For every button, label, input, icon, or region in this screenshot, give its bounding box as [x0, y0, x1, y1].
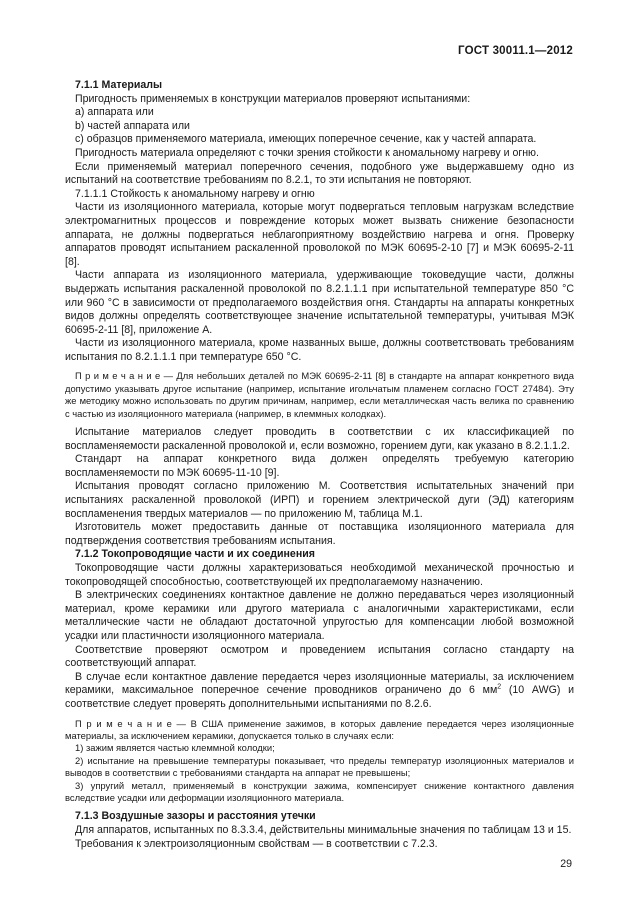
paragraph: Для аппаратов, испытанных по 8.3.3.4, действительны минимальные значения по таблицам 13 и 15. — [75, 824, 572, 836]
paragraph-text: (10 AWG) и соответствие следует проверять дополнительными испытаниями по 8.2.6. — [65, 684, 575, 710]
paragraph: Части аппарата из изоляционного материала, удерживающие токоведущие части, должны выдержать испытания раскаленной проволокой по 8.2.1.1.1 при испытательной температуре 850 °С или 960 °С в зависимости от предполагаемого воздействия огня. Стандарты на аппараты конкретных видов должны определять соответствующее значение испытательной температуры, учитывая МЭК 60695-2-11 [8], приложение А. — [65, 269, 574, 336]
paragraph: Части из изоляционного материала, кроме названных выше, должны соответствовать требованиям испытания по 8.2.1.1.1 при температуре 650 °С. — [65, 337, 574, 363]
note-list-item: 1) зажим является частью клеммной колодки; — [75, 742, 275, 754]
paragraph: Изготовитель может предоставить данные от поставщика изоляционного материала для подтверждения соответствия требованиям испытания. — [65, 521, 574, 547]
paragraph: Части из изоляционного материала, которые могут подвергаться тепловым нагрузкам вследствие электромагнитных процессов и повреждение которых может вызвать снижение безопасности аппарата, не должны подвергаться неблагоприятному воздействию нагрева и огня. Проверку аппаратов проводят испытанием раскаленной проволокой по МЭК 60695-2-10 [7] и МЭК 60695-2-11 [8]. — [65, 201, 574, 268]
paragraph: Испытания проводят согласно приложению М. Соответствия испытательных значений при испытаниях раскаленной проволокой (ИРП) и горением электрической дуги (ЭД) категориям воспламенения твердых материалов — по приложению М, таблица М.1. — [65, 480, 574, 520]
list-item: а) аппарата или — [75, 106, 154, 119]
superscript: 2 — [497, 683, 502, 691]
paragraph: Токопроводящие части должны характеризоваться необходимой механической прочностью и токопроводящей способностью, соответствующей их предполагаемому назначению. — [65, 562, 574, 588]
section-heading: 7.1.1 Материалы — [75, 79, 163, 91]
list-item: b) частей аппарата или — [75, 119, 190, 132]
paragraph-with-superscript — [65, 671, 574, 712]
paragraph: В электрических соединениях контактное давление не должно передаваться через изоляционный материал, кроме керамики или другого материала с аналогичными характеристиками, если металлические части не обладают достаточной упругостью для компенсации любой возможной усадки или пластичности изоляционного материала. — [65, 589, 574, 642]
paragraph: Пригодность применяемых в конструкции материалов проверяют испытаниями: — [75, 92, 471, 105]
subsection-title: 7.1.1.1 Стойкость к аномальному нагреву и огню — [75, 187, 315, 200]
paragraph: Соответствие проверяют осмотром и проведением испытания согласно стандарту на соответствующий аппарат. — [65, 643, 574, 670]
paragraph: Если применяемый материал поперечного сечения, подобного уже выдержавшему одно из испытаний на соответствие требованиям по 8.2.1, то эти испытания не повторяют. — [65, 160, 574, 187]
document-header: ГОСТ 30011.1—2012 — [458, 45, 573, 57]
section-heading: 7.1.3 Воздушные зазоры и расстояния утечки — [75, 810, 316, 823]
page-number: 29 — [560, 858, 572, 870]
paragraph: Испытание материалов следует проводить в соответствии с их классификацией по воспламеняемости раскаленной проволокой и, если возможно, горением дуги, как указано в 8.2.1.1.2. — [65, 426, 574, 452]
paragraph-text: В случае если контактное давление передается через изоляционные материалы, за исключением керамики, максимальное поперечное сечение проводников ограничено до 6 мм — [65, 670, 574, 697]
paragraph: Пригодность материала определяют с точки зрения стойкости к аномальному нагреву и огню. — [75, 146, 539, 159]
paragraph: Стандарт на аппарат конкретного вида должен определять требуемую категорию воспламеняемости по МЭК 60695-11-10 [9]. — [65, 453, 574, 479]
note: П р и м е ч а н и е — Для небольших деталей по МЭК 60695-2-11 [8] в стандарте на аппарат конкретного вида допустимо указывать другое испытание (например, испытание игольчатым пламенем согласно ГОСТ 27484). Эту же методику можно использовать по другим причинам, например, если металлическая часть велика по сравнению с частью из изоляционного материала (например, в клеммных колодках). — [65, 370, 574, 419]
paragraph: Требования к электроизоляционным свойствам — в соответствии с 7.2.3. — [75, 837, 438, 850]
page-body — [65, 79, 574, 851]
list-item: с) образцов применяемого материала, имеющих поперечное сечение, как у частей аппарата. — [75, 133, 537, 146]
section-heading: 7.1.2 Токопроводящие части и их соединения — [75, 548, 315, 561]
note: П р и м е ч а н и е — В США применение зажимов, в которых давление передается через изоляционные материалы, за исключением керамики, допускается только в случаях если: — [65, 717, 574, 741]
note-list-item: 2) испытание на превышение температуры показывает, что пределы температур изоляционных материалов и выводов в соответствии с требованиями стандарта на аппарат не превышены; — [65, 754, 574, 779]
note-list-item: 3) упругий металл, применяемый в конструкции зажима, компенсирует снижение контактного давления вследствие усадки или деформации изоляционного материала. — [65, 779, 574, 803]
